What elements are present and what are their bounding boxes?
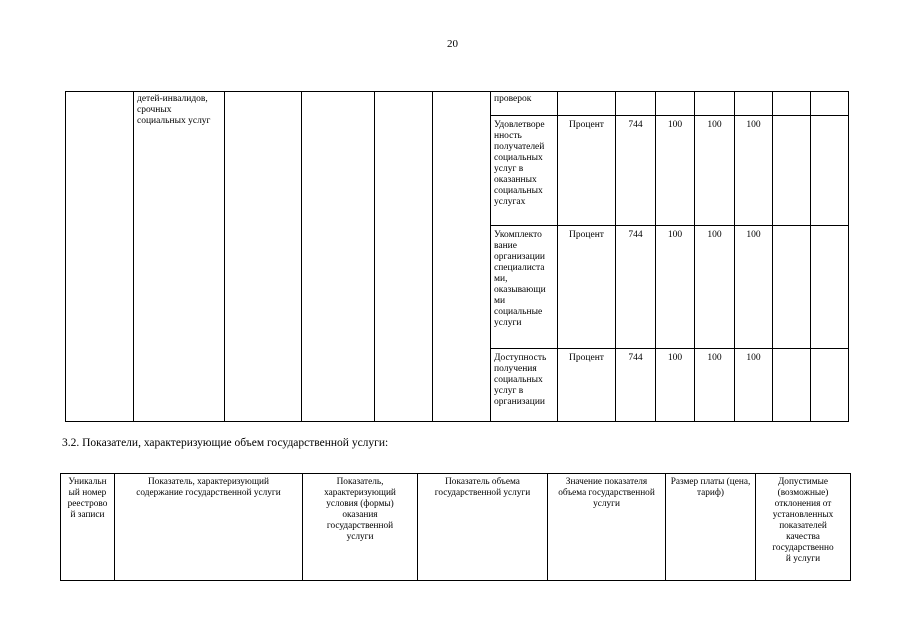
column-header: [756, 474, 851, 581]
value-cell: 100: [695, 116, 735, 226]
indicator-text: проверок: [494, 94, 532, 104]
empty-cell: [773, 349, 811, 422]
empty-cell: [616, 92, 656, 116]
okei-code-cell: 744: [616, 226, 656, 349]
empty-cell: [375, 92, 433, 422]
column-header-text: Показатель, характеризующий условия (формы) оказания государственной услуги: [324, 477, 396, 542]
okei-code-cell: 744: [616, 349, 656, 422]
quality-indicators-table: [65, 91, 849, 422]
column-header-text: Показатель объема государственной услуги: [434, 477, 531, 498]
empty-cell: [225, 92, 302, 422]
empty-cell: [811, 92, 849, 116]
unit-cell: Процент: [558, 349, 616, 422]
service-content-text: детей-инвалидов, срочных социальных услуг: [137, 94, 211, 126]
empty-cell: [433, 92, 491, 422]
empty-cell: [773, 92, 811, 116]
value-cell: 100: [735, 116, 773, 226]
value-cell: 100: [735, 226, 773, 349]
column-header: [303, 474, 418, 581]
indicator-text: Удовлетворе нность получателей социальных услуг в оказанных социальных услугах: [494, 120, 545, 207]
indicator-text: Доступность получения социальных услуг в организации: [494, 353, 547, 407]
empty-cell: [302, 92, 375, 422]
service-content-cell: [134, 92, 225, 422]
value-cell: 100: [695, 349, 735, 422]
unit-cell: Процент: [558, 116, 616, 226]
indicator-cell: [491, 92, 558, 116]
column-header: [548, 474, 666, 581]
empty-cell: [811, 116, 849, 226]
empty-cell: [695, 92, 735, 116]
table-row: [66, 92, 849, 116]
empty-cell: [773, 226, 811, 349]
column-header-text: Уникальн ый номер реестрово й записи: [67, 477, 108, 520]
section-heading: 3.2. Показатели, характеризующие объем государственной услуги:: [62, 437, 389, 449]
header-row: [61, 474, 851, 581]
column-header: [418, 474, 548, 581]
unit-cell: Процент: [558, 226, 616, 349]
indicator-cell: [491, 116, 558, 226]
empty-cell: [773, 116, 811, 226]
value-cell: 100: [735, 349, 773, 422]
column-header: [666, 474, 756, 581]
column-header: [61, 474, 115, 581]
empty-cell: [735, 92, 773, 116]
indicator-cell: [491, 349, 558, 422]
registry-cell: [66, 92, 134, 422]
empty-cell: [811, 349, 849, 422]
empty-cell: [811, 226, 849, 349]
column-header-text: Размер платы (цена, тариф): [670, 477, 751, 498]
indicator-text: Укомплекто вание организации специалиста ми, оказывающи ми социальные услуги: [494, 230, 546, 328]
column-header-text: Значение показателя объема государственной услуги: [558, 477, 655, 509]
value-cell: 100: [656, 116, 695, 226]
column-header-text: Допустимые (возможные) отклонения от установленных показателей качества государственно й услуги: [772, 477, 834, 564]
empty-cell: [656, 92, 695, 116]
column-header-text: Показатель, характеризующий содержание государственной услуги: [136, 477, 281, 498]
value-cell: 100: [656, 349, 695, 422]
value-cell: 100: [695, 226, 735, 349]
value-cell: 100: [656, 226, 695, 349]
column-header: [115, 474, 303, 581]
page-number: 20: [447, 38, 458, 50]
empty-cell: [558, 92, 616, 116]
indicator-cell: [491, 226, 558, 349]
volume-indicators-table: [60, 473, 851, 581]
okei-code-cell: 744: [616, 116, 656, 226]
